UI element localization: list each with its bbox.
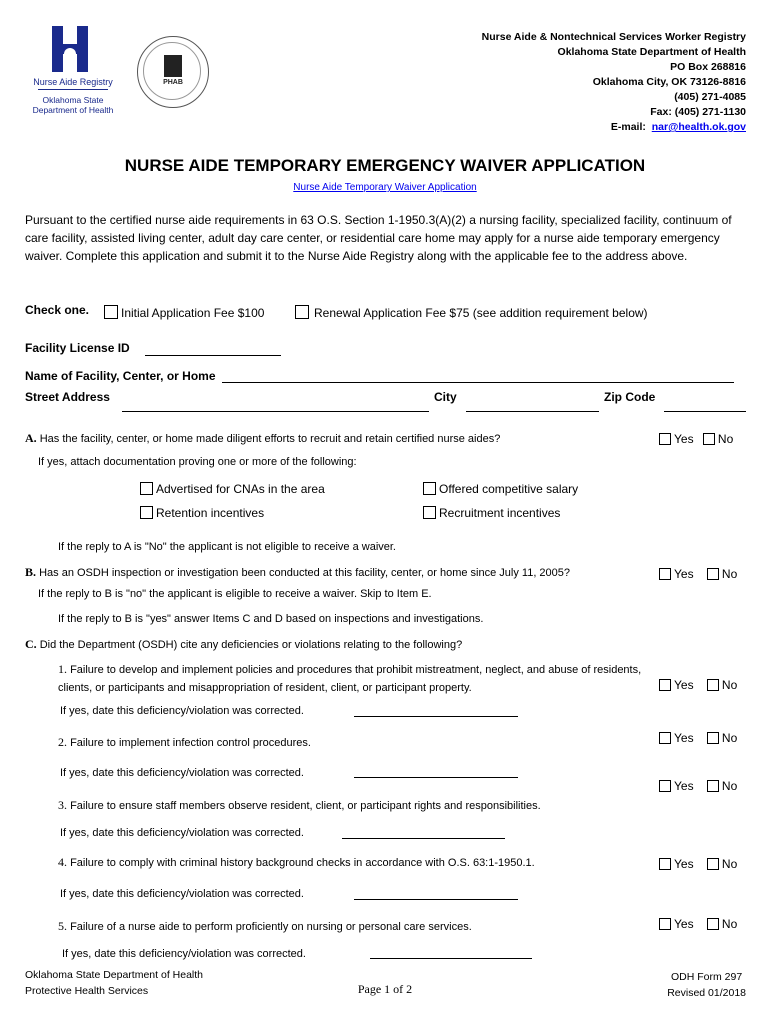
a-opt1[interactable] [140,482,325,496]
yes-b-checkbox[interactable] [659,568,671,580]
no-label: No [721,567,738,581]
email-link[interactable]: nar@health.ok.gov [651,121,746,133]
header-line4: Oklahoma City, OK 73126-8816 [592,76,746,88]
no-c1-checkbox[interactable] [707,679,719,691]
c1-date-field[interactable] [354,716,518,717]
subtitle-link[interactable]: Nurse Aide Temporary Waiver Application [293,182,477,193]
recruitment-checkbox[interactable] [423,506,436,519]
yes-c2-checkbox[interactable] [659,732,671,744]
b-note1: If the reply to B is "no" the applicant is eligible to receive a waiver. Skip to Item E. [38,588,432,600]
c-item4-line1: Failure to comply with criminal history background checks in accordance with O.S. 63:1-1950.1. [70,857,535,869]
no-b-checkbox[interactable] [707,568,719,580]
osdh-logo [28,26,118,118]
a-opt3[interactable] [140,506,264,520]
c-item2-num: 2. [58,735,67,749]
a-if-yes: If yes, attach documentation proving one or more of the following: [38,456,357,468]
yes-no-c2[interactable] [659,731,737,745]
c-item5-line1: Failure of a nurse aide to perform proficiently on nursing or personal care services. [70,921,472,933]
c3-date-field[interactable] [342,838,505,839]
a-opt2[interactable] [423,482,578,496]
seal-text: PHAB [163,79,183,86]
question-b [25,565,570,580]
initial-fee-label: Initial Application Fee $100 [121,306,265,320]
yes-c1-checkbox[interactable] [659,679,671,691]
yes-c3-checkbox[interactable] [659,780,671,792]
yes-no-c1[interactable] [659,678,737,692]
footer-left2: Protective Health Services [25,985,149,997]
yes-c5-checkbox[interactable] [659,918,671,930]
question-c-text: Did the Department (OSDH) cite any deficiencies or violations relating to the following? [39,639,463,651]
header-email-row [482,120,746,135]
yes-no-c3[interactable] [659,779,737,793]
renewal-fee-option[interactable] [295,305,648,320]
yes-no-b[interactable] [659,567,737,581]
street-label: Street Address [25,390,110,404]
a-opt4[interactable] [423,506,560,520]
email-label: E-mail: [610,121,646,133]
c4-date-field[interactable] [354,899,518,900]
org-line2: Department of Health [32,105,114,115]
letter-a: A. [25,431,37,445]
yes-no-c4[interactable] [659,857,737,871]
yes-label: Yes [674,678,694,692]
page-number: Page 1 of 2 [357,982,413,996]
c4-date-label: If yes, date this deficiency/violation was corrected. [60,888,304,900]
footer-left1: Oklahoma State Department of Health [25,969,204,981]
license-label: Facility License ID [25,341,130,355]
phab-seal-icon [137,36,209,108]
b-note2: If the reply to B is "yes" answer Items C and D based on inspections and investigations. [58,613,484,625]
header-phone: (405) 271-4085 [674,91,746,103]
question-a [25,431,500,446]
c-item3-line1: Failure to ensure staff members observe resident, client, or participant rights and responsibilities. [70,800,541,812]
yes-no-c5[interactable] [659,917,737,931]
advertised-checkbox[interactable] [140,482,153,495]
letter-c: C. [25,637,37,651]
yes-label: Yes [674,432,694,446]
no-c3-checkbox[interactable] [707,780,719,792]
zip-label: Zip Code [604,390,656,404]
registry-name: Nurse Aide Registry [33,77,113,87]
c-item1-line2: clients, or participants and misappropriation of resident, client, or participant property. [58,682,472,694]
yes-label: Yes [674,567,694,581]
city-label: City [434,390,457,404]
c-item1-line1: Failure to develop and implement policies and procedures that prohibit mistreatment, neglect, and abuse of residents, [70,664,642,676]
a-opt2-label: Offered competitive salary [439,482,579,496]
header-fax: Fax: (405) 271-1130 [650,106,746,118]
header-line3: PO Box 268816 [670,61,746,73]
a-note: If the reply to A is "No" the applicant is not eligible to receive a waiver. [58,541,396,553]
yes-c4-checkbox[interactable] [659,858,671,870]
no-c5-checkbox[interactable] [707,918,719,930]
intro-paragraph: Pursuant to the certified nurse aide requirements in 63 O.S. Section 1-1950.3(A)(2) a nursing facility, specialized facility, continuum of care facility, assisted living center, adult day care center, or residential care home may apply for a nurse aide temporary emergency waiver. Complete this application and submit it to the Nurse Aide Registry along with the applicable fee to the address above. [25,213,732,263]
street-field[interactable] [122,411,429,412]
header-address [482,30,746,135]
a-opt3-label: Retention incentives [156,506,265,520]
footer-right2: Revised 01/2018 [667,987,746,999]
question-c [25,637,462,652]
yes-label: Yes [674,779,694,793]
letter-b: B. [25,565,37,579]
facility-name-field[interactable] [222,382,734,383]
page-title: NURSE AIDE TEMPORARY EMERGENCY WAIVER APPLICATION [124,156,646,175]
no-label: No [721,857,738,871]
yes-label: Yes [674,731,694,745]
a-opt4-label: Recruitment incentives [439,506,561,520]
initial-fee-checkbox[interactable] [104,305,118,319]
org-line1: Oklahoma State [42,95,104,105]
c-item5 [58,919,472,934]
c-item1 [58,660,641,697]
no-c2-checkbox[interactable] [707,732,719,744]
c-item4 [58,855,535,870]
check-one-label: Check one. [25,303,90,317]
c-item3-num: 3. [58,798,67,812]
retention-checkbox[interactable] [140,506,153,519]
no-c4-checkbox[interactable] [707,858,719,870]
header-line1: Nurse Aide & Nontechnical Services Worker Registry [481,31,746,43]
footer-right1: ODH Form 297 [671,971,743,983]
c2-date-field[interactable] [354,777,518,778]
yes-a-checkbox[interactable] [659,433,671,445]
c-item3 [58,798,541,813]
salary-checkbox[interactable] [423,482,436,495]
city-field[interactable] [466,411,599,412]
header-line2: Oklahoma State Department of Health [557,46,746,58]
a-opt1-label: Advertised for CNAs in the area [156,482,325,496]
c1-date-label: If yes, date this deficiency/violation was corrected. [60,705,304,717]
c-item5-num: 5. [58,919,67,933]
no-a-checkbox[interactable] [703,433,715,445]
c-item2-line1: Failure to implement infection control procedures. [70,737,311,749]
facility-name-label: Name of Facility, Center, or Home [25,369,216,383]
license-field[interactable] [145,355,281,356]
no-label: No [717,432,734,446]
c2-date-label: If yes, date this deficiency/violation was corrected. [60,767,304,779]
yes-label: Yes [674,917,694,931]
initial-fee-option[interactable] [104,305,264,320]
c-item4-num: 4. [58,855,67,869]
c-item2 [58,735,311,750]
yes-no-a[interactable] [659,432,733,446]
no-label: No [721,678,738,692]
c3-date-label: If yes, date this deficiency/violation was corrected. [60,827,304,839]
renewal-fee-label: Renewal Application Fee $75 (see addition requirement below) [314,306,648,320]
c5-date-label: If yes, date this deficiency/violation was corrected. [62,948,306,960]
no-label: No [721,917,738,931]
question-a-text: Has the facility, center, or home made diligent efforts to recruit and retain certified nurse aides? [39,433,501,445]
c5-date-field[interactable] [370,958,532,959]
c-item1-num: 1. [58,662,67,676]
footer-right [667,969,746,1001]
renewal-fee-checkbox[interactable] [295,305,309,319]
question-b-text: Has an OSDH inspection or investigation been conducted at this facility, center, or home since July 11, 2005? [39,567,571,579]
no-label: No [721,731,738,745]
h-logo-icon [52,26,88,72]
yes-label: Yes [674,857,694,871]
zip-field[interactable] [664,411,746,412]
no-label: No [721,779,738,793]
